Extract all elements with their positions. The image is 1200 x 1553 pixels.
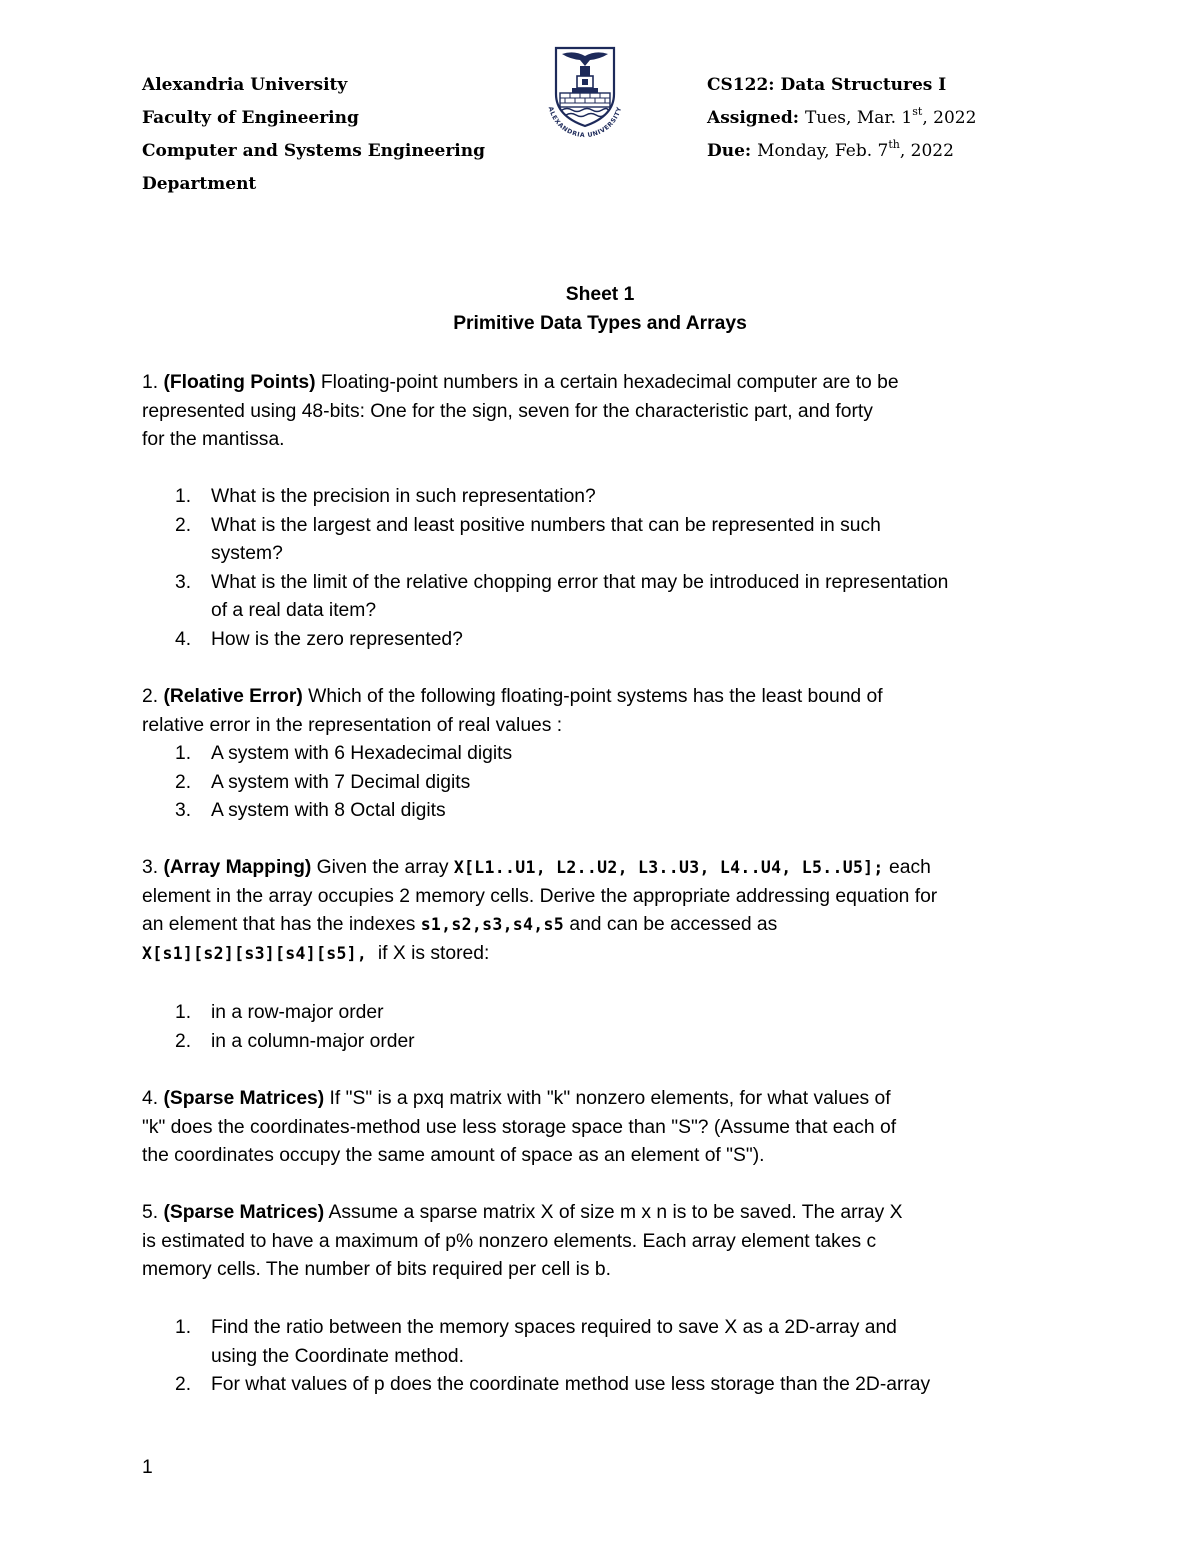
assigned-label: Assigned: [707,108,800,128]
list-item [142,1028,1062,1057]
question-2-text1: Which of the following floating-point systems has the least bound of [302,686,883,707]
list-item-text: What is the largest and least positive numbers that can be represented in such [211,514,881,536]
list-item-text: in a column-major order [211,1030,415,1052]
assigned-date [707,102,976,135]
list-item-text-continued: system? [211,543,283,565]
question-3-text3b: and can be accessed as [563,914,778,936]
question-3-text4b: if X is stored: [367,942,490,964]
question-1-text1: Floating-point numbers in a certain hexadecimal computer are to be [315,372,899,393]
list-item-text: What is the precision in such representation? [211,486,596,507]
question-5-line1 [142,1199,1062,1228]
department-name-line2: Department [142,174,257,194]
list-item [142,1371,1062,1400]
due-day: Monday, Feb. 7 [757,141,889,161]
question-4-heading: (Sparse Matrices) [163,1088,325,1109]
list-item-number: 1. [175,743,192,764]
course-name: CS122: Data Structures I [707,75,947,95]
list-item-number: 1. [175,1317,192,1338]
due-year: , 2022 [899,141,954,161]
question-5-heading: (Sparse Matrices) [163,1202,325,1223]
question-1-line1 [142,369,1062,398]
list-item [142,769,1062,798]
list-item-number: 2. [175,1030,192,1052]
question-5-line2: is estimated to have a maximum of p% nonzero elements. Each array element takes c [142,1230,877,1252]
index-list-code: s1,s2,s3,s4,s5 [420,915,564,935]
question-2-line1 [142,683,1062,712]
question-1-subitems [142,483,1062,655]
list-item [142,1314,1062,1371]
question-3-text3a: an element that has the indexes [142,914,421,936]
question-5-line3: memory cells. The number of bits required per cell is b. [142,1259,612,1281]
question-4-line2: "k" does the coordinates-method use less storage space than "S"? (Assume that each of [142,1116,897,1138]
list-item-number: 3. [175,571,192,593]
sheet-subtitle: Primitive Data Types and Arrays [453,313,747,334]
question-3-text1a: Given the array [311,857,454,878]
list-item [142,626,1062,655]
list-item-number: 2. [175,771,192,793]
question-3-line3 [142,911,1062,940]
list-item-number: 4. [175,628,192,650]
list-item-number: 2. [175,514,192,536]
question-2-line2: relative error in the representation of real values : [142,714,563,736]
list-item [142,740,1062,769]
question-3-heading: (Array Mapping) [163,857,312,878]
logo-arc-text: ALEXANDRIA UNIVERSITY [546,105,624,138]
question-4-text1: If "S" is a pxq matrix with "k" nonzero elements, for what values of [324,1088,891,1109]
question-1 [142,369,1062,455]
list-item-text: How is the zero represented? [211,628,463,650]
question-3-line4 [142,940,1062,969]
list-item [142,569,1062,626]
list-item-text: A system with 6 Hexadecimal digits [211,743,513,764]
question-3-line1 [142,854,1062,883]
list-item-text: For what values of p does the coordinate method use less storage than the 2D-array [211,1374,931,1396]
question-4-line1 [142,1085,1062,1114]
question-5-text1: Assume a sparse matrix X of size m x n is to be saved. The array X [324,1202,903,1223]
list-item [142,999,1062,1028]
question-1-heading: (Floating Points) [163,372,316,393]
list-item-text: A system with 8 Octal digits [211,800,446,822]
question-5-number: 5. [142,1202,159,1223]
assigned-day: Tues, Mar. 1 [804,108,913,128]
question-4-number: 4. [142,1088,159,1109]
header-course-info [707,69,976,168]
question-3-text1b: each [883,857,931,878]
question-3-number: 3. [142,857,159,878]
list-item-text: Find the ratio between the memory spaces required to save X as a 2D-array and [211,1317,897,1338]
header-institution [142,69,485,201]
question-1-number: 1. [142,372,159,393]
department-name-line1: Computer and Systems Engineering [142,141,486,161]
question-2-heading: (Relative Error) [163,686,303,707]
question-1-line2: represented using 48-bits: One for the sign, seven for the characteristic part, and forty [142,400,873,422]
due-ordinal: th [888,138,900,152]
list-item-text: A system with 7 Decimal digits [211,771,471,793]
due-date [707,135,976,168]
due-value [757,138,954,161]
list-item-number: 3. [175,800,192,822]
list-item-number: 1. [175,1002,192,1023]
element-access-code: X[s1][s2][s3][s4][s5], [142,943,368,963]
list-item-text: in a row-major order [211,1002,384,1023]
list-item-text-continued: using the Coordinate method. [211,1345,464,1367]
list-item-text-continued: of a real data item? [211,600,377,622]
list-item [142,797,1062,826]
list-item-number: 2. [175,1374,192,1396]
assigned-value [804,105,977,128]
question-2-options [142,740,1062,826]
assigned-year: , 2022 [922,108,977,128]
question-5-subitems [142,1314,1062,1400]
list-item [142,512,1062,569]
question-2 [142,683,1062,740]
question-2-number: 2. [142,686,159,707]
list-item-number: 1. [175,486,192,507]
faculty-name: Faculty of Engineering [142,108,359,128]
question-4 [142,1085,1062,1171]
array-declaration-code: X[L1..U1, L2..U2, L3..U3, L4..U4, L5..U5]; [453,858,884,877]
question-4-line3: the coordinates occupy the same amount of space as an element of "S"). [142,1145,765,1167]
question-3-subitems [142,999,1062,1056]
question-3 [142,854,1062,968]
question-5 [142,1199,1062,1285]
page-number: 1 [142,1457,153,1478]
list-item-text: What is the limit of the relative chopping error that may be introduced in representation [211,571,949,593]
assigned-ordinal: st [912,105,923,119]
list-item [142,483,1062,512]
sheet-title: Sheet 1 [565,284,635,305]
due-label: Due: [707,141,752,161]
question-1-line3: for the mantissa. [142,429,285,451]
university-name: Alexandria University [142,75,348,95]
university-logo [542,42,628,138]
question-3-line2: element in the array occupies 2 memory cells. Derive the appropriate addressing equation for [142,885,938,907]
